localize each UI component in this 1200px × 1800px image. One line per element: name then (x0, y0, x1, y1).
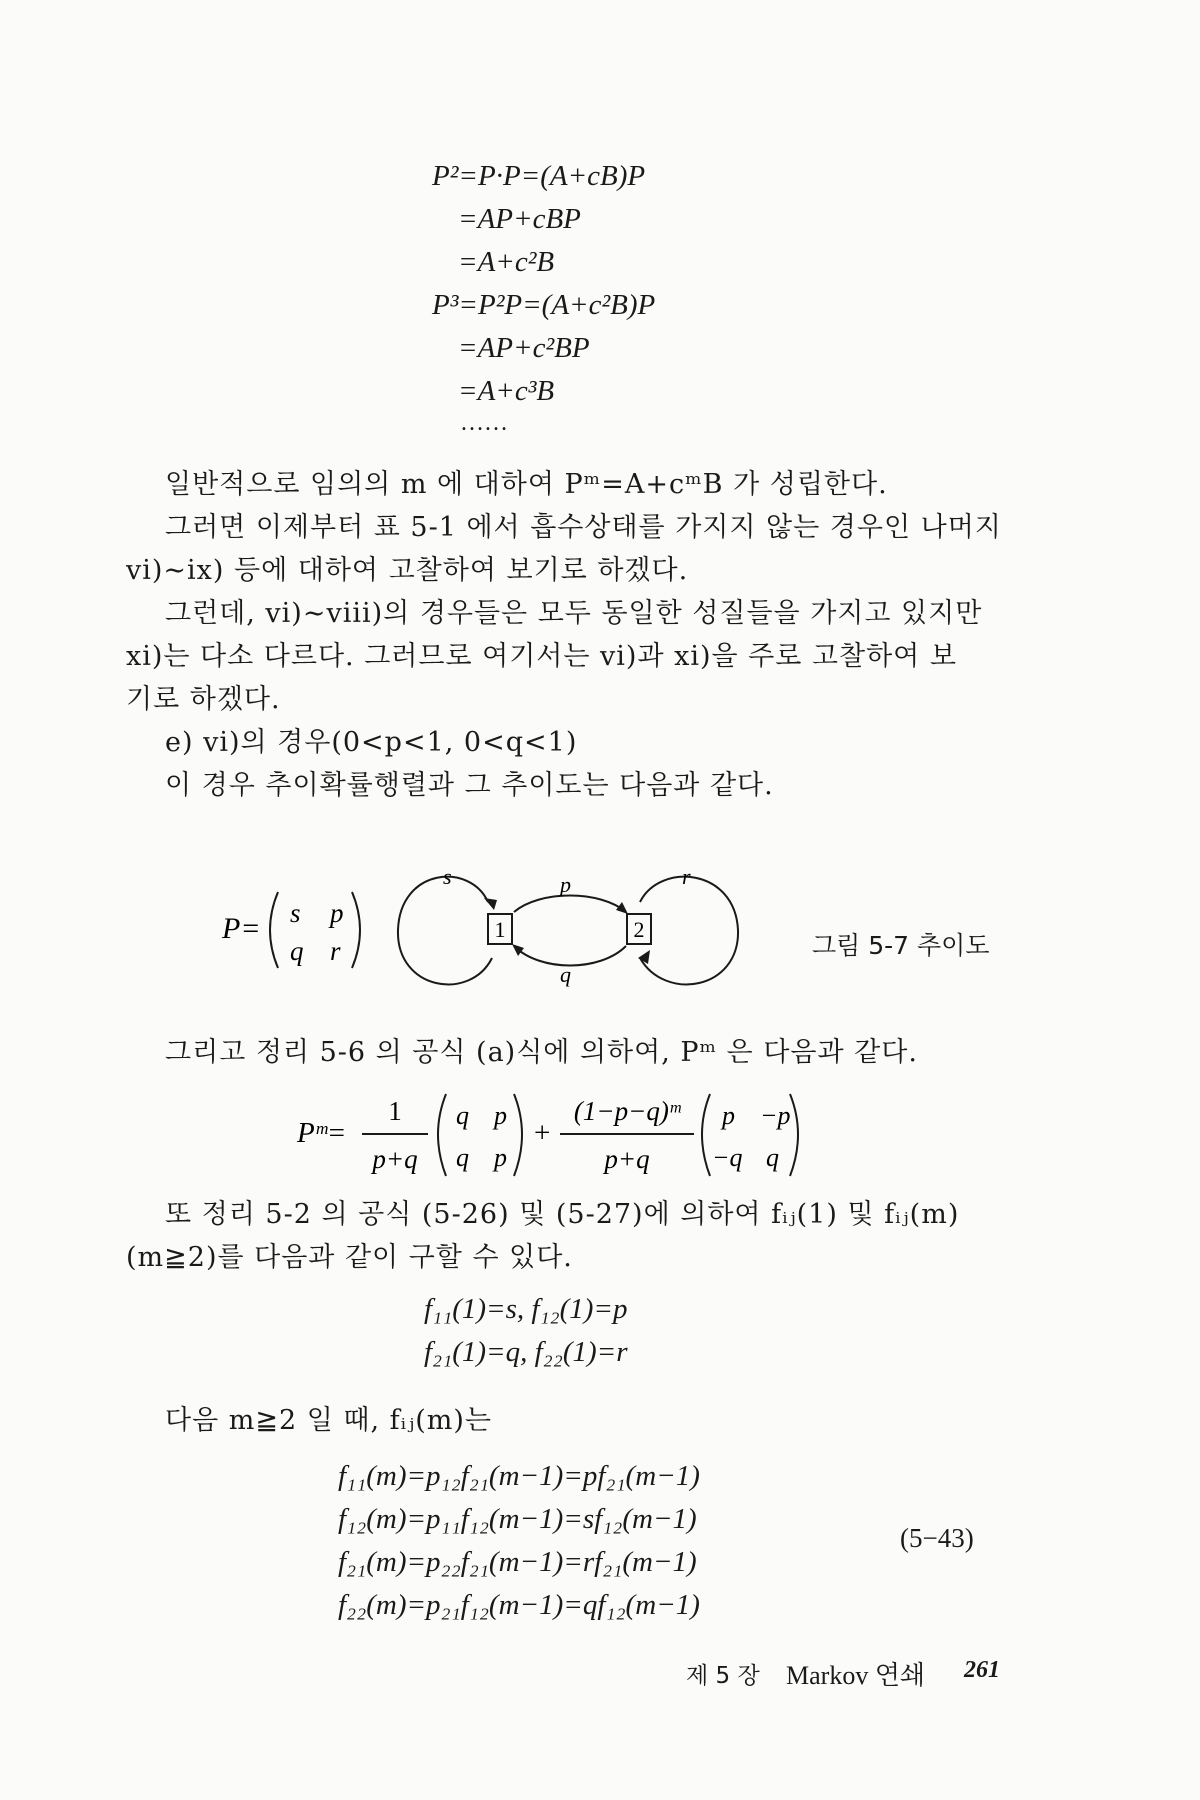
state-1-label: 1 (494, 917, 506, 942)
derivation-line: =A+c³B (458, 375, 555, 407)
edge-1-2 (514, 896, 626, 913)
m1-a12: p (494, 1101, 507, 1130)
derivation-line: P²=P·P=(A+cB)P (432, 160, 646, 192)
left-paren-icon (702, 1094, 710, 1176)
right-paren-icon (790, 1094, 798, 1176)
f1-values-line: f₂₁(1)=q, f₂₂(1)=r (424, 1336, 628, 1368)
paragraph-line: 그런데, vi)∼viii)의 경우들은 모두 동일한 성질들을 가지고 있지만 (165, 598, 983, 629)
left-paren-icon (270, 892, 278, 968)
paragraph-line: 기로 하겠다. (126, 684, 281, 715)
right-paren-icon (352, 892, 360, 968)
pm-lhs: Pᵐ= (297, 1117, 347, 1149)
frac1-numerator: 1 (388, 1096, 402, 1126)
derivation-line: =AP+cBP (458, 203, 581, 235)
m1-a11: q (456, 1101, 469, 1130)
m1-a21: q (456, 1143, 469, 1172)
derivation-line: P³=P²P=(A+c²B)P (432, 289, 656, 321)
paragraph-line: 일반적으로 임의의 m 에 대하여 Pᵐ=A+cᵐB 가 성립한다. (165, 469, 888, 500)
matrix-p-a11: s (290, 898, 301, 928)
frac1-denominator: p+q (372, 1144, 418, 1174)
f-intro-line: 또 정리 5-2 의 공식 (5-26) 및 (5-27)에 의하여 fᵢⱼ(1) 및 fᵢⱼ(m) (165, 1199, 960, 1230)
f-intro-line: (m≧2)를 다음과 같이 구할 수 있다. (126, 1242, 573, 1273)
loop-1-label: s (443, 864, 452, 889)
pm-formula (0, 1080, 1200, 1190)
loop-2-edge (640, 877, 738, 985)
edge-2-1-label: q (560, 962, 571, 987)
edge-2-1-arrow-icon (512, 944, 524, 956)
loop-2-arrow-icon (638, 950, 650, 964)
figure-caption: 그림 5-7 추이도 (812, 931, 990, 960)
matrix-p-a22: r (330, 936, 341, 966)
left-paren-icon (438, 1094, 446, 1176)
equation-number: (5−43) (900, 1523, 974, 1553)
paragraph-line: vi)∼ix) 등에 대하여 고찰하여 보기로 하겠다. (126, 555, 689, 586)
loop-2-label: r (682, 864, 691, 889)
recurrence-line: f₂₂(m)=p₂₁f₁₂(m−1)=qf₁₂(m−1) (338, 1589, 700, 1621)
paragraph-line: e) vi)의 경우(0<p<1, 0<q<1) (165, 727, 578, 758)
figure-5-7 (0, 850, 1200, 1010)
loop-1-arrow-icon (484, 898, 497, 910)
recurrence-line: f₁₂(m)=p₁₁f₁₂(m−1)=sf₁₂(m−1) (338, 1503, 697, 1535)
pm-intro: 그리고 정리 5-6 의 공식 (a)식에 의하여, Pᵐ 은 다음과 같다. (165, 1037, 918, 1068)
frac2-numerator: (1−p−q)ᵐ (573, 1096, 681, 1126)
right-paren-icon (514, 1094, 522, 1176)
loop-1-edge (398, 877, 492, 985)
m2-a11: p (722, 1101, 735, 1130)
footer-chapter: 제 5 장 (686, 1663, 760, 1689)
paragraph-line: 그러면 이제부터 표 5-1 에서 흡수상태를 가지지 않는 경우인 나머지 (165, 512, 1002, 543)
matrix-p-a12: p (330, 898, 344, 928)
paragraph-line: 이 경우 추이확률행렬과 그 추이도는 다음과 같다. (165, 770, 774, 801)
matrix-p-lhs: P= (222, 912, 261, 945)
m2-a12: −p (760, 1101, 791, 1130)
recurrence-line: f₁₁(m)=p₁₂f₂₁(m−1)=pf₂₁(m−1) (338, 1460, 700, 1492)
footer-title: Markov 연쇄 (786, 1661, 926, 1690)
derivation-line: =A+c²B (458, 246, 555, 278)
edge-1-2-arrow-icon (616, 902, 628, 914)
edge-1-2-label: p (560, 872, 571, 897)
state-2-label: 2 (633, 917, 645, 942)
m2-a22: q (766, 1143, 779, 1172)
plus-sign: + (534, 1117, 551, 1149)
m-intro: 다음 m≧2 일 때, fᵢⱼ(m)는 (165, 1405, 492, 1436)
m2-a21: −q (712, 1143, 743, 1172)
paragraph-line: xi)는 다소 다르다. 그러므로 여기서는 vi)과 xi)을 주로 고찰하여 보 (126, 641, 957, 672)
derivation-ellipsis: …… (460, 410, 508, 436)
f1-values-line: f₁₁(1)=s, f₁₂(1)=p (424, 1293, 628, 1325)
frac2-denominator: p+q (604, 1144, 650, 1174)
recurrence-line: f₂₁(m)=p₂₂f₂₁(m−1)=rf₂₁(m−1) (338, 1546, 697, 1578)
m1-a22: p (494, 1143, 507, 1172)
page-number: 261 (964, 1657, 1000, 1683)
derivation-line: =AP+c²BP (458, 332, 590, 364)
matrix-p-a21: q (290, 936, 304, 966)
